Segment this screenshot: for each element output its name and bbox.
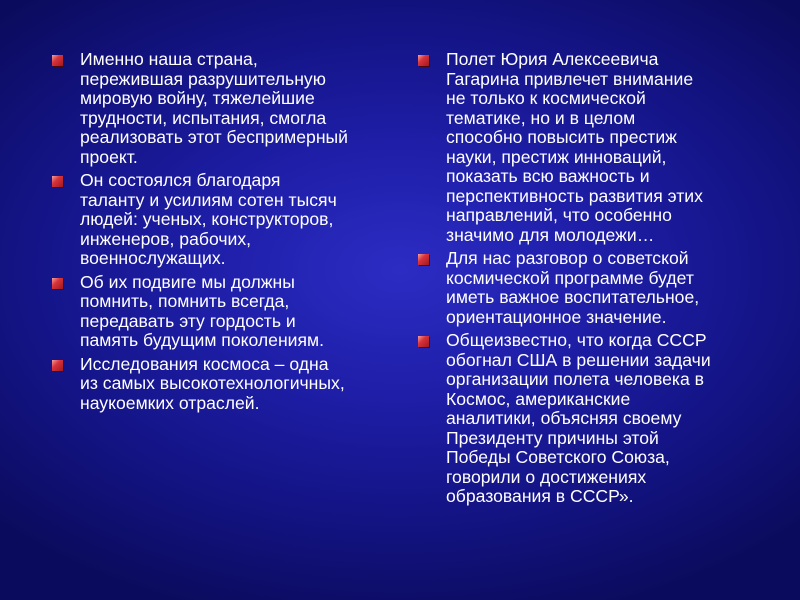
bullet-item — [418, 331, 763, 507]
square-bullet-icon — [52, 176, 63, 187]
square-bullet-icon — [52, 360, 63, 371]
square-bullet-icon — [52, 55, 63, 66]
square-bullet-icon — [418, 254, 429, 265]
bullet-item — [52, 273, 397, 351]
left-column — [52, 50, 397, 417]
square-bullet-icon — [418, 55, 429, 66]
bullet-item — [418, 50, 763, 245]
bullet-text: Общеизвестно, что когда СССР обогнал США в решении задачи организации полета человека в Космос, американские аналитики, объясняя своему Президенту причины этой Победы Советского Союза, говорили о достижениях образования в СССР». — [446, 330, 711, 506]
bullet-item — [52, 50, 397, 167]
bullet-text: Полет Юрия Алексеевича Гагарина привлечет внимание не только к космической тематике, но и в целом способно повысить престиж науки, престиж инноваций, показать всю важность и перспективность развития этих направлений, что особенно значимо для молодежи… — [446, 49, 703, 245]
right-column — [418, 50, 763, 511]
square-bullet-icon — [418, 336, 429, 347]
square-bullet-icon — [52, 278, 63, 289]
bullet-text: Для нас разговор о советской космической программе будет иметь важное воспитательное, ориентационное значение. — [446, 248, 700, 327]
bullet-item — [52, 171, 397, 269]
bullet-text: Исследования космоса – одна из самых высокотехнологичных, наукоемких отраслей. — [80, 353, 345, 413]
bullet-text: Именно наша страна, пережившая разрушительную мировую войну, тяжелейшие трудности, испытания, смогла реализовать этот беспримерный проект. — [80, 49, 349, 167]
bullet-text: Он состоялся благодаря таланту и усилиям сотен тысяч людей: ученых, конструкторов, инженеров, рабочих, военнослужащих. — [80, 170, 337, 268]
bullet-text: Об их подвиге мы должны помнить, помнить всегда, передавать эту гордость и память будущим поколениям. — [80, 271, 325, 350]
bullet-item — [52, 355, 397, 414]
bullet-item — [418, 249, 763, 327]
